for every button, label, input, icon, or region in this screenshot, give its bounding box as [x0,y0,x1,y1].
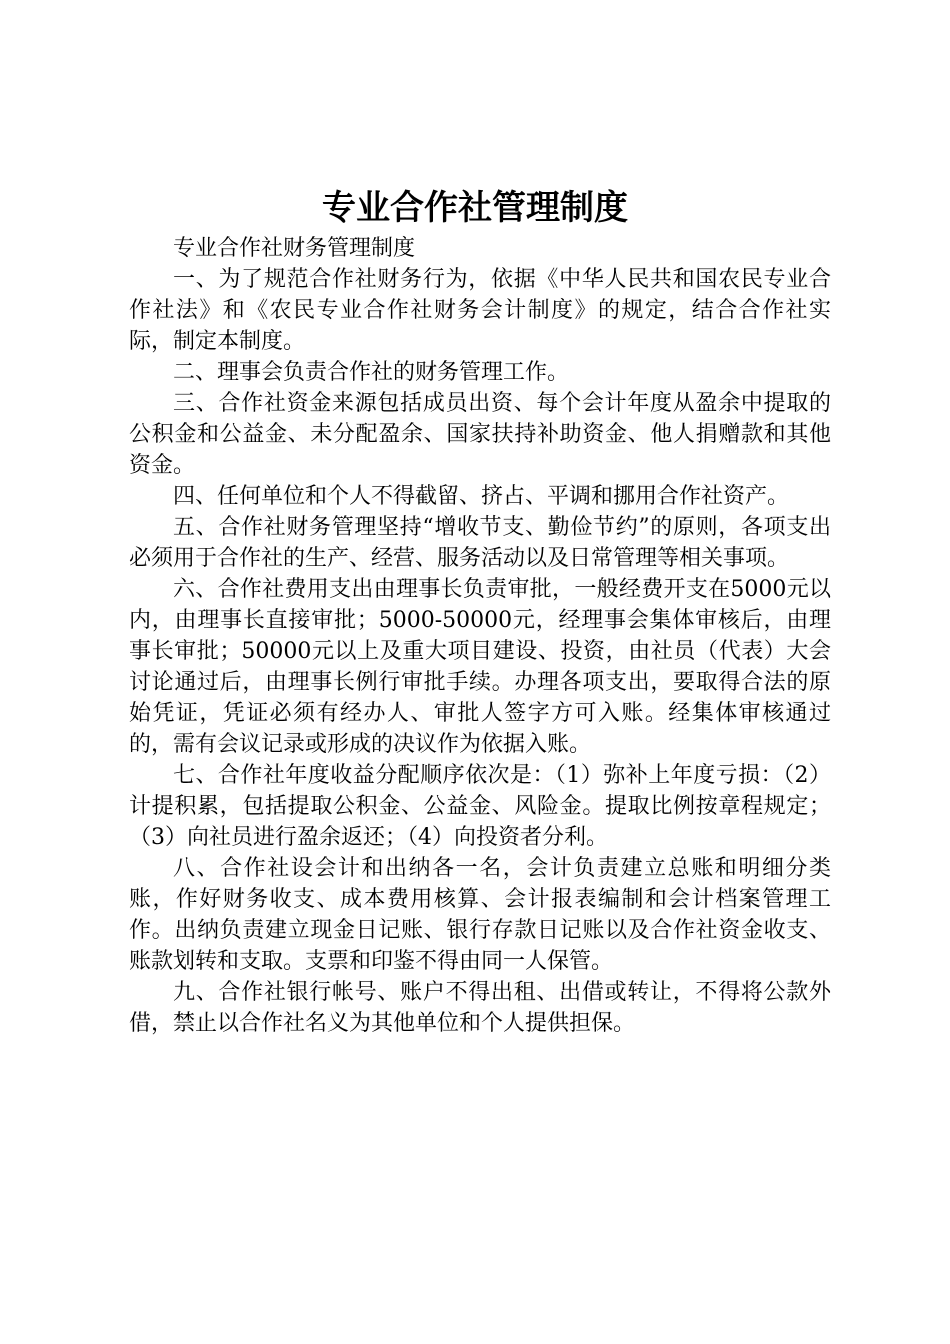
document-title: 专业合作社管理制度 [322,188,628,228]
paragraph-2: 二、理事会负责合作社的财务管理工作。 [173,360,570,385]
document-body [129,233,831,1039]
paragraph-1: 一、为了规范合作社财务行为，依据《中华人民共和国农民专业合作社法》和《农民专业合作社财务会计制度》的规定，结合合作社实际，制定本制度。 [129,267,831,354]
paragraph-9: 九、合作社银行帐号、账户不得出租、出借或转让，不得将公款外借，禁止以合作社名义为其他单位和个人提供担保。 [129,980,831,1036]
paragraph-4: 四、任何单位和个人不得截留、挤占、平调和挪用合作社资产。 [173,484,790,509]
paragraph-7: 七、合作社年度收益分配顺序依次是：（1）弥补上年度亏损：（2）计提积累，包括提取公积金、公益金、风险金。提取比例按章程规定；（3）向社员进行盈余返还；（4）向投资者分利。 [129,763,831,850]
paragraph-5: 五、合作社财务管理坚持“增收节支、勤俭节约”的原则，各项支出必须用于合作社的生产、经营、服务活动以及日常管理等相关事项。 [129,515,831,571]
paragraph-subtitle: 专业合作社财务管理制度 [173,236,416,261]
paragraph-8: 八、合作社设会计和出纳各一名，会计负责建立总账和明细分类账，作好财务收支、成本费用核算、会计报表编制和会计档案管理工作。出纳负责建立现金日记账、银行存款日记账以及合作社资金收支、账款划转和支取。支票和印鉴不得由同一人保管。 [129,856,831,974]
paragraph-3: 三、合作社资金来源包括成员出资、每个会计年度从盈余中提取的公积金和公益金、未分配盈余、国家扶持补助资金、他人捐赠款和其他资金。 [129,391,831,478]
paragraph-6: 六、合作社费用支出由理事长负责审批，一般经费开支在5000元以内，由理事长直接审批；5000-50000元，经理事会集体审核后，由理事长审批；50000元以上及重大项目建设、投资，由社员（代表）大会讨论通过后，由理事长例行审批手续。办理各项支出，要取得合法的原始凭证，凭证必须有经办人、审批人签字方可入账。经集体审核通过的，需有会议记录或形成的决议作为依据入账。 [129,577,831,757]
